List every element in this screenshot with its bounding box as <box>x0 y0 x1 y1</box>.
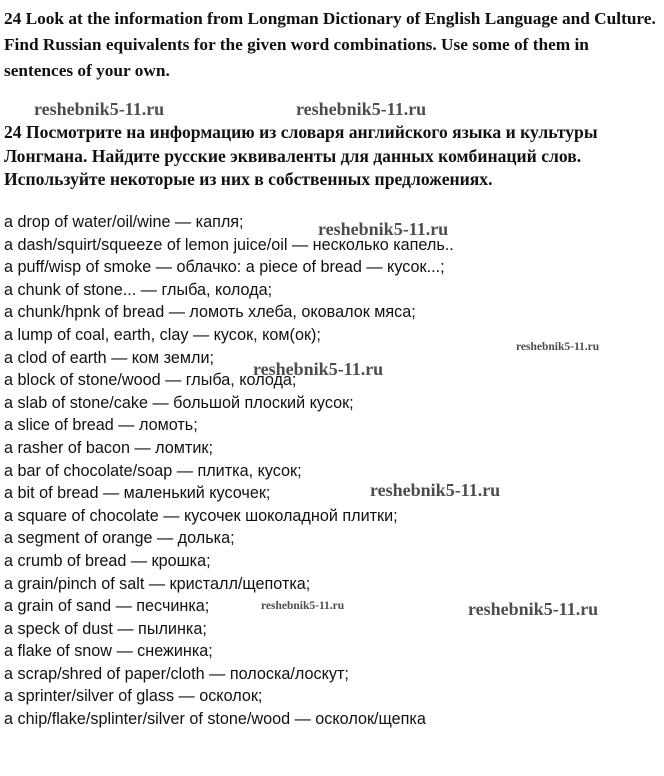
watermark: reshebnik5-11.ru <box>370 480 501 500</box>
vocabulary-item: a bit of bread — маленький кусочек; <box>4 484 271 503</box>
watermark: reshebnik5-11.ru <box>261 600 345 612</box>
vocabulary-item: a chunk/hpnk of bread — ломоть хлеба, оковалок мяса; <box>4 303 416 322</box>
vocabulary-item: a dash/squirt/squeeze of lemon juice/oil — несколько капель.. <box>4 235 454 254</box>
watermark: reshebnik5-11.ru <box>34 99 165 119</box>
watermark: reshebnik5-11.ru <box>468 599 599 619</box>
vocabulary-item: a segment of orange — долька; <box>4 529 235 548</box>
vocabulary-item: a bar of chocolate/soap — плитка, кусок; <box>4 461 302 480</box>
vocabulary-item: a speck of dust — пылинка; <box>4 619 207 638</box>
vocabulary-item: a slab of stone/cake — большой плоский кусок; <box>4 393 354 412</box>
vocabulary-item: a puff/wisp of smoke — облачко: a piece of bread — кусок...; <box>4 258 445 277</box>
vocabulary-item: a crumb of bread — крошка; <box>4 551 211 570</box>
vocabulary-item: a drop of water/oil/wine — капля; <box>4 213 244 231</box>
vocabulary-item: a lump of coal, earth, clay — кусок, ком(ок); <box>4 325 321 344</box>
watermark: reshebnik5-11.ru <box>253 359 384 379</box>
vocabulary-item: a scrap/shred of paper/cloth — полоска/лоскут; <box>4 664 349 683</box>
vocabulary-list <box>4 211 454 731</box>
vocabulary-item: a flake of snow — снежинка; <box>4 642 213 661</box>
vocabulary-item: a clod of earth — ком земли; <box>4 348 215 367</box>
vocabulary-item: a grain/pinch of salt — кристалл/щепотка; <box>4 574 311 593</box>
vocabulary-item: a block of stone/wood — глыба, колода; <box>4 371 297 390</box>
task-instruction-english: 24 Look at the information from Longman Dictionary of English Language and Culture. Find Russian equivalents for the given word combinations. Use some of them in sentences of your own. <box>4 9 656 80</box>
task-instruction-russian: 24 Посмотрите на информацию из словаря английского языка и культуры Лонгмана. Найдите русские эквиваленты для данных комбинаций слов. Используйте некоторые из них в собственных предложениях. <box>4 122 598 189</box>
watermark: reshebnik5-11.ru <box>318 219 449 239</box>
vocabulary-item: a rasher of bacon — ломтик; <box>4 438 213 457</box>
vocabulary-item: a chunk of stone... — глыба, колода; <box>4 280 273 299</box>
vocabulary-item: a chip/flake/splinter/silver of stone/wood — осколок/щепка <box>4 710 426 729</box>
vocabulary-item: a square of chocolate — кусочек шоколадной плитки; <box>4 506 398 525</box>
vocabulary-item: a sprinter/silver of glass — осколок; <box>4 687 263 706</box>
vocabulary-item: a grain of sand — песчинка; <box>4 597 210 616</box>
watermark: reshebnik5-11.ru <box>516 341 600 353</box>
vocabulary-item: a slice of bread — ломоть; <box>4 416 198 435</box>
watermark: reshebnik5-11.ru <box>296 99 427 119</box>
